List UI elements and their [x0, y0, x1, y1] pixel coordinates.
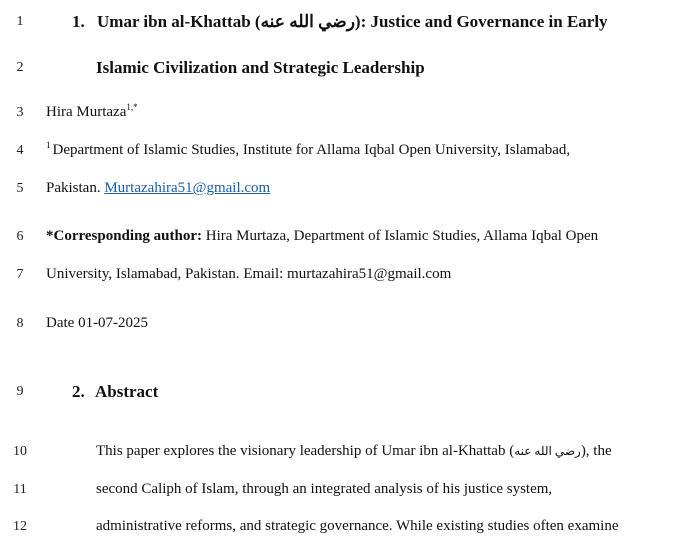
line-number: 4 — [16, 143, 24, 158]
line-number: 8 — [16, 316, 24, 331]
affiliation-text: Department of Islamic Studies, Institute for Allama Iqbal Open University, Islamabad, — [52, 142, 571, 158]
abstract-arabic: رضي الله عنه — [514, 444, 581, 458]
corresponding-label: *Corresponding author: — [46, 228, 202, 244]
affiliation-country: Pakistan. — [46, 180, 105, 196]
abstract-number: 2. — [72, 382, 85, 401]
line-number: 10 — [13, 444, 27, 459]
affiliation-superscript: 1 — [46, 140, 51, 150]
paper-title-line-1 — [72, 12, 608, 32]
abstract-line-3: administrative reforms, and strategic governance. While existing studies often examine — [96, 518, 619, 534]
line-number: 12 — [13, 519, 27, 534]
line-number: 3 — [16, 105, 24, 120]
line-number: 9 — [16, 384, 24, 399]
affiliation-line-1 — [46, 142, 570, 159]
abstract-title: Abstract — [95, 382, 159, 401]
author-line — [46, 104, 138, 121]
title-arabic: رضي الله عنه — [260, 12, 355, 31]
line-number: 1 — [16, 14, 24, 29]
corresponding-line-2: University, Islamabad, Pakistan. Email: murtazahira51@gmail.com — [46, 266, 452, 282]
title-text-b: ): Justice and Governance in Early — [354, 12, 608, 31]
affiliation-line-2 — [46, 180, 270, 197]
abstract-text-b: ), the — [580, 443, 612, 459]
date-line: Date 01-07-2025 — [46, 315, 149, 331]
abstract-line-1 — [96, 443, 612, 460]
line-number: 7 — [16, 267, 24, 282]
line-number: 6 — [16, 229, 24, 244]
line-number: 5 — [16, 181, 24, 196]
title-number: 1. — [72, 12, 85, 31]
abstract-heading — [72, 382, 158, 402]
affiliation-email-link[interactable]: Murtazahira51@gmail.com — [104, 180, 271, 196]
paper-title-line-2: Islamic Civilization and Strategic Leadership — [96, 58, 425, 77]
abstract-text-a: This paper explores the visionary leadership of Umar ibn al-Khattab ( — [96, 443, 515, 459]
author-name: Hira Murtaza — [46, 104, 127, 120]
line-number: 11 — [13, 482, 27, 497]
author-superscript: 1,* — [126, 102, 138, 112]
corresponding-text: Hira Murtaza, Department of Islamic Studies, Allama Iqbal Open — [202, 228, 599, 244]
abstract-line-2: second Caliph of Islam, through an integrated analysis of his justice system, — [96, 481, 553, 497]
title-text-a: Umar ibn al-Khattab ( — [97, 12, 261, 31]
line-number: 2 — [16, 60, 24, 75]
corresponding-line-1 — [46, 228, 598, 245]
